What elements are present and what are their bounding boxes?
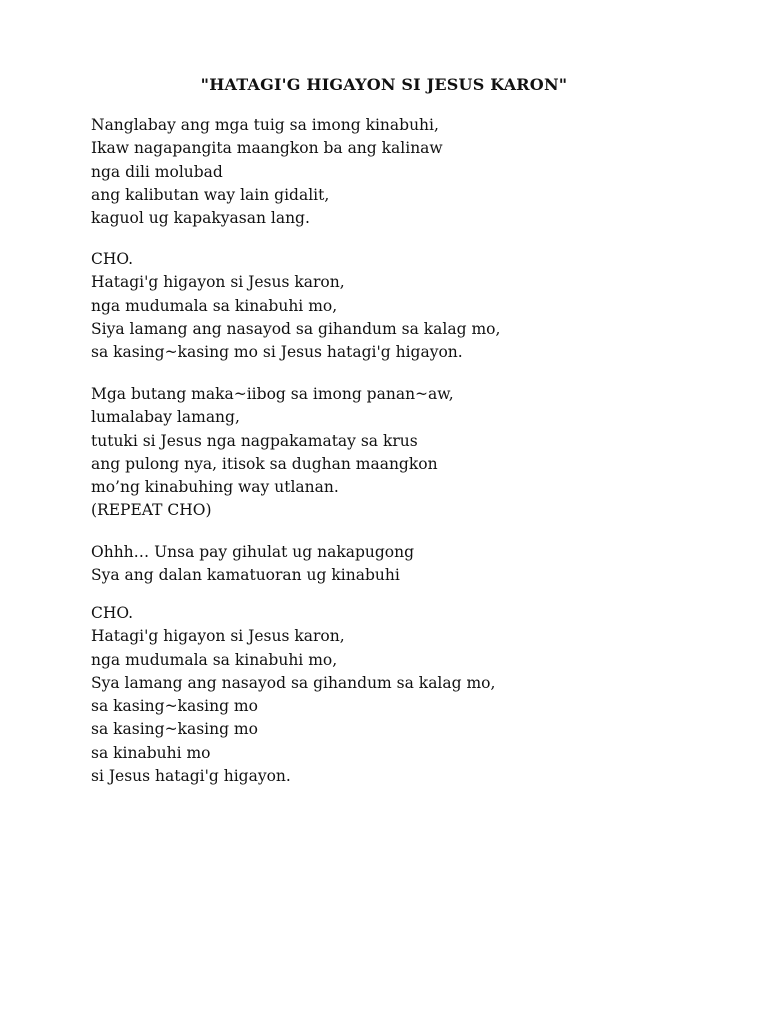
lyric-line: nga dili molubad	[91, 162, 223, 181]
lyric-line: Sya lamang ang nasayod sa gihandum sa kalag mo,	[91, 673, 496, 692]
lyric-line: ang pulong nya, itisok sa dughan maangkon	[91, 454, 438, 473]
lyric-line: Nanglabay ang mga tuig sa imong kinabuhi,	[91, 116, 439, 134]
chorus-label: CHO.	[91, 604, 134, 622]
lyric-line: sa kasing~kasing mo	[91, 720, 258, 739]
lyric-line: Sya ang dalan kamatuoran ug kinabuhi	[91, 566, 400, 585]
lyric-line: Ohhh… Unsa pay gihulat ug nakapugong	[91, 543, 415, 561]
stanza-chorus-1	[91, 248, 500, 364]
lyric-line: lumalabay lamang,	[91, 408, 240, 427]
lyric-line: Hatagi'g higayon si Jesus karon,	[91, 627, 345, 646]
lyric-line: Ikaw nagapangita maangkon ba ang kalinaw	[91, 139, 443, 158]
lyric-line: nga mudumala sa kinabuhi mo,	[91, 296, 338, 315]
stanza-bridge	[91, 541, 414, 588]
lyric-line: Mga butang maka~iibog sa imong panan~aw,	[91, 385, 454, 403]
chorus-label: CHO.	[91, 250, 134, 268]
lyric-line: mo’ng kinabuhing way utlanan.	[91, 478, 339, 497]
lyric-line: sa kasing~kasing mo	[91, 697, 258, 716]
song-title: "HATAGI'G HIGAYON SI JESUS KARON"	[200, 75, 568, 94]
stanza-verse-2	[91, 383, 454, 523]
lyric-line: ang kalibutan way lain gidalit,	[91, 185, 330, 204]
lyric-line: sa kinabuhi mo	[91, 743, 211, 762]
lyric-line: kaguol ug kapakyasan lang.	[91, 209, 310, 228]
lyric-line: sa kasing~kasing mo si Jesus hatagi'g higayon.	[91, 343, 463, 362]
stanza-verse-1	[91, 114, 443, 230]
lyric-line: Siya lamang ang nasayod sa gihandum sa kalag mo,	[91, 319, 501, 338]
lyric-line: si Jesus hatagi'g higayon.	[91, 767, 291, 786]
lyric-line: nga mudumala sa kinabuhi mo,	[91, 650, 338, 669]
repeat-chorus-note: (REPEAT CHO)	[91, 501, 212, 520]
lyric-line: Hatagi'g higayon si Jesus karon,	[91, 273, 345, 292]
stanza-chorus-2	[91, 602, 495, 788]
lyric-line: tutuki si Jesus nga nagpakamatay sa krus	[91, 431, 418, 450]
